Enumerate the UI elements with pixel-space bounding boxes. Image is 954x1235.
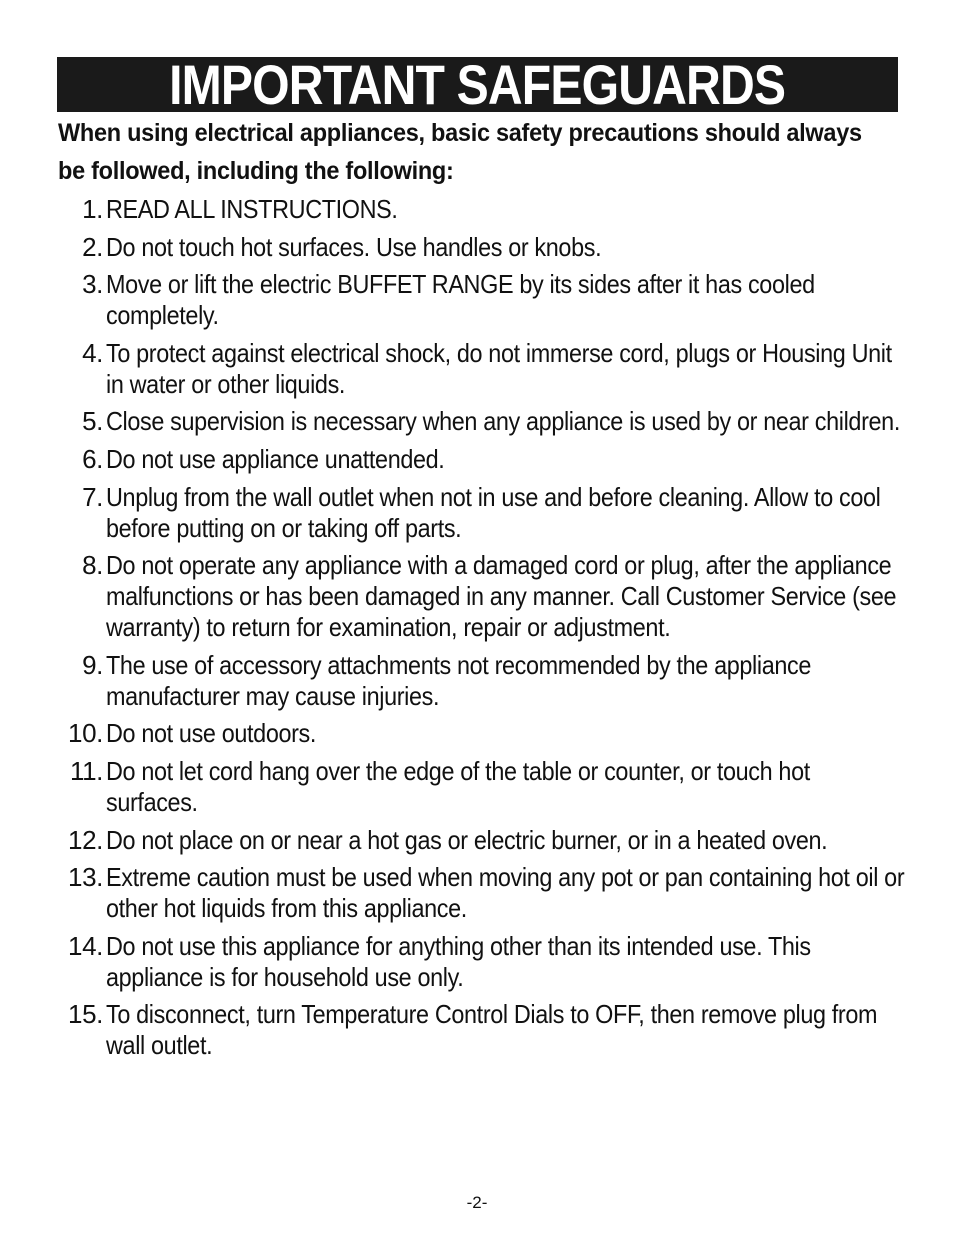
item-text: Do not operate any appliance with a damaged cord or plug, after the appliance malfunctions or has been damaged in any manner. Call Customer Service (see warranty) to return for examination, repair or adjustment. [106,550,897,643]
item-text: Move or lift the electric BUFFET RANGE by its sides after it has cooled completely. [106,269,815,331]
page-title: IMPORTANT SAFEGUARDS [169,53,786,116]
item-text: Do not use outdoors. [106,718,317,749]
item-number: 6. [82,443,103,474]
item-text: To protect against electrical shock, do not immerse cord, plugs or Housing Unit in water or other liquids. [106,337,892,399]
intro-text: When using electrical appliances, basic safety precautions should always be followed, including the following: [58,119,862,185]
item-text: Do not use appliance unattended. [106,443,445,474]
item-number: 10. [68,718,103,749]
list-item [52,338,952,400]
item-text: The use of accessory attachments not recommended by the appliance manufacturer may cause injuries. [106,649,812,711]
item-number: 7. [82,481,103,512]
item-text: Do not let cord hang over the edge of the table or counter, or touch hot surfaces. [106,755,810,817]
item-number: 12. [68,824,103,855]
item-text: Do not place on or near a hot gas or electric burner, or in a heated oven. [106,824,828,855]
list-item [52,999,952,1061]
list-item [52,931,952,993]
list-item [52,194,952,225]
item-number: 1. [82,194,103,224]
list-item [52,482,952,544]
item-number: 3. [82,269,103,300]
item-number: 15. [68,999,103,1030]
list-item [52,269,952,331]
item-number: 13. [68,862,103,893]
title-banner [57,53,898,116]
item-text: READ ALL INSTRUCTIONS. [106,194,398,224]
item-number: 11. [69,755,103,786]
list-item [52,444,952,475]
item-text: To disconnect, turn Temperature Control Dials to OFF, then remove plug from wall outlet. [106,999,878,1061]
list-item [52,406,952,437]
list-item [52,550,952,643]
item-text: Do not use this appliance for anything other than its intended use. This appliance is for household use only. [106,930,811,992]
list-item [52,756,952,818]
list-item [52,650,952,712]
item-number: 2. [82,231,103,262]
list-item [52,718,952,749]
item-text: Close supervision is necessary when any appliance is used by or near children. [106,406,900,437]
item-text: Do not touch hot surfaces. Use handles or knobs. [106,231,602,262]
item-text: Extreme caution must be used when moving any pot or pan containing hot oil or other hot liquids from this appliance. [106,862,905,924]
item-number: 14. [68,930,103,961]
list-item [52,862,952,924]
item-number: 5. [82,406,103,437]
item-number: 4. [82,337,103,368]
item-number: 8. [82,550,103,581]
item-number: 9. [82,649,103,680]
item-text: Unplug from the wall outlet when not in use and before cleaning. Allow to cool before putting on or taking off parts. [106,481,881,543]
page-number: -2- [466,1193,488,1212]
list-item [52,232,952,263]
safeguards-list [52,194,952,1068]
list-item [52,825,952,856]
